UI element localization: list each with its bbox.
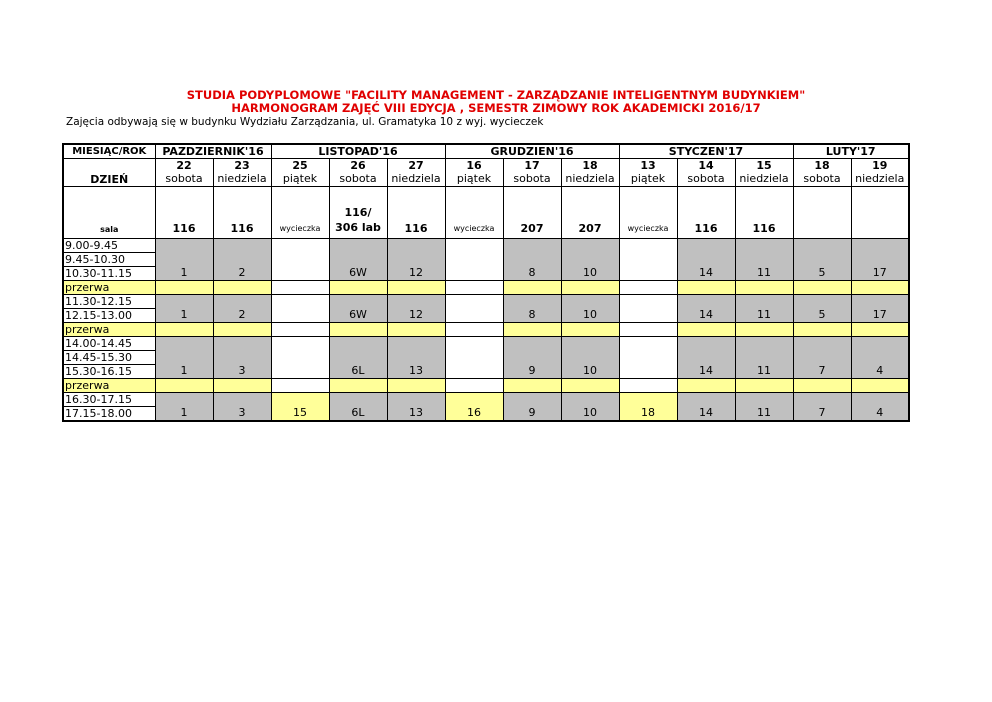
- break-cell: [155, 379, 213, 393]
- room-cell: 116: [387, 187, 445, 239]
- break-cell: [851, 281, 909, 295]
- break-cell: [271, 379, 329, 393]
- time-slot: 12.15-13.00: [63, 309, 155, 323]
- session-cell: [619, 337, 677, 379]
- break-cell: [271, 323, 329, 337]
- session-cell: 6L: [329, 337, 387, 379]
- room-cell: 116: [735, 187, 793, 239]
- session-cell: 3: [213, 337, 271, 379]
- session-cell: [445, 337, 503, 379]
- room-cell: 207: [503, 187, 561, 239]
- weekday-cell: sobota: [677, 172, 735, 187]
- room-cell: 116: [677, 187, 735, 239]
- date-cell: 22: [155, 159, 213, 173]
- session-cell: 17: [851, 239, 909, 281]
- break-cell: [387, 323, 445, 337]
- weekday-cell: piątek: [619, 172, 677, 187]
- time-slot: 16.30-17.15: [63, 393, 155, 407]
- break-cell: [445, 379, 503, 393]
- session-cell: 11: [735, 295, 793, 323]
- date-cell: 14: [677, 159, 735, 173]
- room-cell: [329, 187, 387, 239]
- session-cell: 9: [503, 393, 561, 422]
- session-cell: 6W: [329, 295, 387, 323]
- session-cell: [271, 295, 329, 323]
- session-cell: 12: [387, 239, 445, 281]
- date-cell: 18: [561, 159, 619, 173]
- date-cell: 18: [793, 159, 851, 173]
- room-cell-line: 116/: [344, 206, 372, 219]
- break-label: przerwa: [63, 281, 155, 295]
- session-cell: 14: [677, 295, 735, 323]
- session-cell: 10: [561, 393, 619, 422]
- break-cell: [619, 379, 677, 393]
- break-cell: [329, 323, 387, 337]
- session-cell: 9: [503, 337, 561, 379]
- session-cell: 13: [387, 337, 445, 379]
- weekday-cell: sobota: [503, 172, 561, 187]
- break-label: przerwa: [63, 323, 155, 337]
- break-cell: [271, 281, 329, 295]
- session-cell: 11: [735, 393, 793, 422]
- break-cell: [329, 281, 387, 295]
- session-cell: 2: [213, 239, 271, 281]
- session-cell: [445, 239, 503, 281]
- day-label: DZIEŃ: [63, 159, 155, 187]
- date-cell: 13: [619, 159, 677, 173]
- weekday-cell: sobota: [329, 172, 387, 187]
- break-cell: [735, 379, 793, 393]
- room-cell: 116: [213, 187, 271, 239]
- time-slot: 9.00-9.45: [63, 239, 155, 253]
- date-cell: 25: [271, 159, 329, 173]
- time-slot: 17.15-18.00: [63, 407, 155, 422]
- break-cell: [329, 379, 387, 393]
- weekday-cell: sobota: [155, 172, 213, 187]
- schedule-table: [62, 143, 910, 422]
- session-cell: 3: [213, 393, 271, 422]
- time-slot: 11.30-12.15: [63, 295, 155, 309]
- break-cell: [503, 379, 561, 393]
- weekday-cell: piątek: [445, 172, 503, 187]
- subtitle: Zajęcia odbywają się w budynku Wydziału Zarządzania, ul. Gramatyka 10 z wyj. wycieczek: [66, 116, 544, 128]
- sala-label: sala: [63, 187, 155, 239]
- month-header: LISTOPAD'16: [271, 144, 445, 159]
- break-cell: [213, 281, 271, 295]
- room-cell: 116: [155, 187, 213, 239]
- session-cell: 1: [155, 239, 213, 281]
- session-cell: 1: [155, 337, 213, 379]
- session-cell: [445, 295, 503, 323]
- session-cell: 14: [677, 393, 735, 422]
- date-cell: 17: [503, 159, 561, 173]
- break-cell: [213, 323, 271, 337]
- room-cell: [793, 187, 851, 239]
- break-cell: [735, 281, 793, 295]
- session-cell: 10: [561, 239, 619, 281]
- break-cell: [387, 281, 445, 295]
- session-cell: 13: [387, 393, 445, 422]
- time-slot: 15.30-16.15: [63, 365, 155, 379]
- session-cell: 17: [851, 295, 909, 323]
- session-cell: 4: [851, 337, 909, 379]
- break-cell: [561, 281, 619, 295]
- month-header: LUTY'17: [793, 144, 909, 159]
- break-cell: [677, 379, 735, 393]
- break-label: przerwa: [63, 379, 155, 393]
- date-cell: 16: [445, 159, 503, 173]
- title-line-2: HARMONOGRAM ZAJĘĆ VIII EDYCJA , SEMESTR ZIMOWY ROK AKADEMICKI 2016/17: [231, 101, 761, 115]
- weekday-cell: piątek: [271, 172, 329, 187]
- break-cell: [503, 281, 561, 295]
- break-cell: [793, 379, 851, 393]
- break-cell: [619, 281, 677, 295]
- session-cell: [271, 239, 329, 281]
- break-cell: [561, 379, 619, 393]
- room-cell: wycieczka: [445, 187, 503, 239]
- session-cell: [271, 337, 329, 379]
- date-cell: 23: [213, 159, 271, 173]
- session-cell: 5: [793, 295, 851, 323]
- break-cell: [677, 281, 735, 295]
- date-cell: 27: [387, 159, 445, 173]
- break-cell: [445, 281, 503, 295]
- weekday-cell: niedziela: [851, 172, 909, 187]
- session-cell: 7: [793, 393, 851, 422]
- month-header: GRUDZIEN'16: [445, 144, 619, 159]
- session-cell: 6W: [329, 239, 387, 281]
- room-cell-line: 306 lab: [335, 221, 381, 234]
- session-cell: 14: [677, 239, 735, 281]
- break-cell: [445, 323, 503, 337]
- session-cell: 16: [445, 393, 503, 422]
- weekday-cell: niedziela: [735, 172, 793, 187]
- session-cell: 15: [271, 393, 329, 422]
- session-cell: 14: [677, 337, 735, 379]
- room-cell: wycieczka: [619, 187, 677, 239]
- break-cell: [735, 323, 793, 337]
- session-cell: 11: [735, 239, 793, 281]
- room-cell: wycieczka: [271, 187, 329, 239]
- session-cell: 4: [851, 393, 909, 422]
- weekday-cell: niedziela: [561, 172, 619, 187]
- break-cell: [561, 323, 619, 337]
- date-cell: 19: [851, 159, 909, 173]
- session-cell: 6L: [329, 393, 387, 422]
- weekday-cell: sobota: [793, 172, 851, 187]
- weekday-cell: niedziela: [387, 172, 445, 187]
- date-cell: 26: [329, 159, 387, 173]
- break-cell: [213, 379, 271, 393]
- session-cell: 11: [735, 337, 793, 379]
- session-cell: [619, 239, 677, 281]
- corner-label: MIESIĄC/ROK: [63, 144, 155, 159]
- weekday-cell: niedziela: [213, 172, 271, 187]
- break-cell: [793, 323, 851, 337]
- time-slot: 10.30-11.15: [63, 267, 155, 281]
- room-cell: 207: [561, 187, 619, 239]
- break-cell: [851, 323, 909, 337]
- session-cell: 7: [793, 337, 851, 379]
- session-cell: 2: [213, 295, 271, 323]
- time-slot: 14.45-15.30: [63, 351, 155, 365]
- session-cell: 8: [503, 295, 561, 323]
- session-cell: 10: [561, 337, 619, 379]
- session-cell: 1: [155, 393, 213, 422]
- session-cell: [619, 295, 677, 323]
- break-cell: [387, 379, 445, 393]
- month-header: PAZDZIERNIK'16: [155, 144, 271, 159]
- time-slot: 14.00-14.45: [63, 337, 155, 351]
- break-cell: [851, 379, 909, 393]
- date-cell: 15: [735, 159, 793, 173]
- month-header: STYCZEN'17: [619, 144, 793, 159]
- title-line-1: STUDIA PODYPLOMOWE "FACILITY MANAGEMENT - ZARZĄDZANIE INTELIGENTNYM BUDYNKIEM": [186, 88, 806, 102]
- session-cell: 8: [503, 239, 561, 281]
- time-slot: 9.45-10.30: [63, 253, 155, 267]
- break-cell: [503, 323, 561, 337]
- break-cell: [619, 323, 677, 337]
- break-cell: [155, 323, 213, 337]
- session-cell: 10: [561, 295, 619, 323]
- break-cell: [677, 323, 735, 337]
- break-cell: [155, 281, 213, 295]
- session-cell: 5: [793, 239, 851, 281]
- room-cell: [851, 187, 909, 239]
- session-cell: 1: [155, 295, 213, 323]
- break-cell: [793, 281, 851, 295]
- session-cell: 18: [619, 393, 677, 422]
- session-cell: 12: [387, 295, 445, 323]
